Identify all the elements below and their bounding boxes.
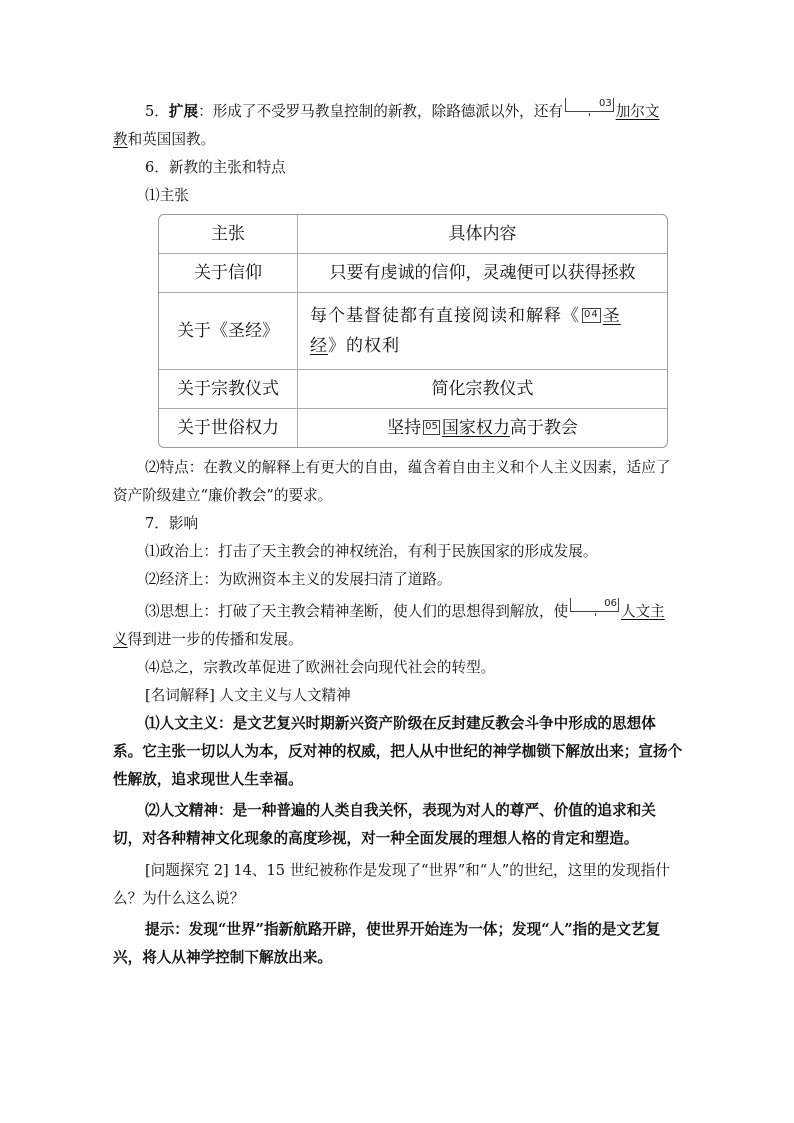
table-header-cell: 具体内容 bbox=[298, 215, 667, 254]
blank-marker-03: 03 bbox=[565, 98, 614, 112]
answer-humanism: 人文主 bbox=[620, 603, 665, 620]
section-6-title: 6．新教的主张和特点 bbox=[145, 159, 286, 176]
impact-thought bbox=[113, 598, 683, 654]
impact-thought-text-end: 得到进一步的传播和发展。 bbox=[127, 631, 303, 648]
section-5-text: ：形成了不受罗马教皇控制的新教，除路德派以外，还有 bbox=[198, 103, 563, 120]
impact-politics: ⑴政治上：打击了天主教会的神权统治，有利于民族国家的形成发展。 bbox=[145, 543, 598, 560]
answer-calvinism: 加尔文 bbox=[615, 103, 660, 120]
table-cell-text-end: 高于教会 bbox=[509, 418, 578, 438]
term-humanism: ⑴人文主义：是文艺复兴时期新兴资产阶级在反封建反教会斗争中形成的思想体系。它主张一切以人为本，反对神的权威，把人从中世纪的神学枷锁下解放出来；宣扬个性解放，追求现世人生幸福。 bbox=[113, 715, 683, 788]
section-5-number: 5． bbox=[145, 103, 169, 120]
section-7-title: 7．影响 bbox=[145, 515, 199, 532]
table-cell-label: 关于《圣经》 bbox=[159, 293, 298, 370]
question-explore-2: [问题探究 2] 14、15 世纪被称作是发现了“世界”和“人”的世纪，这里的发现指什么？为什么这么说？ bbox=[113, 862, 670, 907]
table-cell-text: 每个基督徒都有直接阅读和解释《 bbox=[310, 306, 580, 326]
table-row bbox=[159, 370, 667, 409]
table-row bbox=[159, 409, 667, 447]
impact-thought-text: ⑶思想上：打破了天主教会精神垄断，使人们的思想得到解放，使 bbox=[145, 603, 569, 620]
document-body bbox=[113, 98, 683, 972]
question-hint: 提示：发现“世界”指新航路开辟，使世界开始连为一体；发现“人”指的是文艺复兴，将人从神学控制下解放出来。 bbox=[113, 921, 661, 966]
table-row bbox=[159, 293, 667, 370]
answer-humanism-cont: 义 bbox=[113, 631, 128, 648]
table-cell-content: 只要有虔诚的信仰，灵魂便可以获得拯救 bbox=[298, 254, 667, 293]
table-cell-content bbox=[298, 293, 667, 370]
answer-bible-cont: 经 bbox=[310, 336, 328, 356]
table-cell-label: 关于宗教仪式 bbox=[159, 370, 298, 409]
impact-summary: ⑷总之，宗教改革促进了欧洲社会向现代社会的转型。 bbox=[145, 659, 496, 676]
terms-title: [名词解释] 人文主义与人文精神 bbox=[145, 687, 351, 704]
table-header-cell: 主张 bbox=[159, 215, 298, 254]
table-row bbox=[159, 254, 667, 293]
table-cell-label: 关于世俗权力 bbox=[159, 409, 298, 447]
section-6-sub1: ⑴主张 bbox=[145, 187, 189, 204]
table-cell-text-end: 》的权利 bbox=[328, 336, 400, 356]
section-5-text-end: 和英国国教。 bbox=[127, 131, 216, 148]
table-cell-content: 简化宗教仪式 bbox=[298, 370, 667, 409]
blank-marker-06: 06 bbox=[570, 598, 619, 612]
impact-economy: ⑵经济上：为欧洲资本主义的发展扫清了道路。 bbox=[145, 571, 452, 588]
blank-marker-05: 05 bbox=[423, 420, 440, 435]
table-cell-text: 坚持 bbox=[387, 418, 422, 438]
table-cell-label: 关于信仰 bbox=[159, 254, 298, 293]
section-6-features: ⑵特点：在教义的解释上有更大的自由，蕴含着自由主义和个人主义因素，适应了资产阶级建立“廉价教会”的要求。 bbox=[113, 459, 671, 504]
table-cell-content bbox=[298, 409, 667, 447]
claims-table bbox=[158, 214, 668, 448]
answer-state-power: 国家权力 bbox=[441, 418, 510, 438]
answer-calvinism-cont: 教 bbox=[113, 131, 128, 148]
answer-bible: 圣 bbox=[602, 306, 621, 326]
section-5-expansion bbox=[113, 98, 683, 154]
table-header-row bbox=[159, 215, 667, 254]
blank-marker-04: 04 bbox=[582, 308, 601, 323]
term-humanistic-spirit: ⑵人文精神：是一种普遍的人类自我关怀，表现为对人的尊严、价值的追求和关切，对各种精神文化现象的高度珍视，对一种全面发展的理想人格的肯定和塑造。 bbox=[113, 802, 656, 847]
section-5-label: 扩展 bbox=[168, 103, 199, 120]
